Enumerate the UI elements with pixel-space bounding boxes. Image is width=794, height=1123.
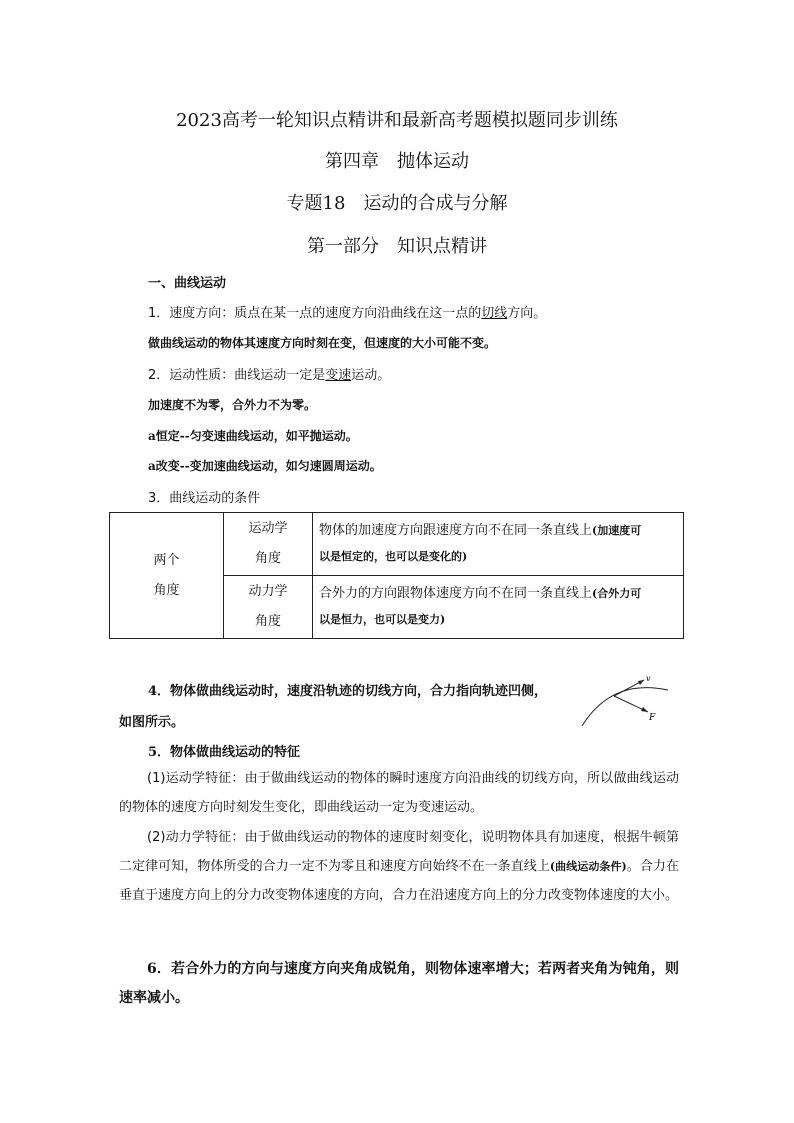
item-1-end: 方向。 — [507, 306, 547, 321]
item-2-underlined: 变速 — [325, 368, 352, 383]
paragraph-text: (1)运动学特征：由于做曲线运动的物体的瞬时速度方向沿曲线的切线方向，所以做曲线运动的物体的速度方向时刻发生变化，即曲线运动一定为变速运动。 — [119, 771, 679, 815]
point-6 — [119, 955, 679, 1013]
document-title: 2023高考一轮知识点精讲和最新高考题模拟题同步训练 — [176, 110, 618, 131]
item-3: 3．曲线运动的条件 — [148, 491, 261, 506]
table-cell-two-angles — [110, 513, 224, 639]
chapter-title: 第四章 抛体运动 — [325, 151, 469, 172]
table-cell-note: 以是恒定的，也可以是变化的) — [319, 550, 468, 563]
table-cell-text: 角度 — [254, 551, 281, 566]
item-2 — [148, 364, 708, 383]
table-cell-text: 合外力的方向跟物体速度方向不在同一条直线上 — [319, 586, 593, 601]
point-5-heading: 5．物体做曲线运动的特征 — [148, 745, 301, 760]
topic-title: 专题18 运动的合成与分解 — [286, 193, 508, 214]
table-cell-note: (合外力可 — [592, 587, 642, 600]
velocity-arrowhead — [638, 680, 644, 685]
paragraph-text: 。合力在垂直于速度方向上的分力改变物体速度的方向，合力在沿速度方向上的分力改变物体速度的大小。 — [119, 859, 679, 903]
table-cell-text: 物体的加速度方向跟速度方向不在同一条直线上 — [319, 523, 593, 538]
table-cell-kinematics — [224, 513, 313, 576]
table-cell-note: (加速度可 — [592, 524, 642, 537]
item-2-text: 2．运动性质：曲线运动一定是 — [148, 368, 326, 383]
section-heading: 一、曲线运动 — [148, 276, 227, 291]
point-4-line1: 4．物体做曲线运动时，速度沿轨迹的切线方向，合力指向轨迹凹侧， — [148, 684, 548, 699]
note-1: 做曲线运动的物体其速度方向时刻在变，但速度的大小可能不变。 — [148, 336, 497, 350]
table-cell-text: 角度 — [153, 582, 180, 598]
item-1-text: 1．速度方向：质点在某一点的速度方向沿曲线在这一点的 — [148, 306, 482, 321]
table-row — [110, 513, 684, 576]
table-cell-text: 角度 — [254, 614, 281, 629]
force-label: F — [649, 713, 656, 723]
note-2: 加速度不为零，合外力不为零。 — [148, 398, 317, 412]
conditions-table — [109, 512, 684, 639]
table-cell-text: 运动学 — [248, 521, 288, 536]
force-arrowhead — [641, 707, 648, 712]
table-cell-kinematics-desc — [313, 513, 684, 576]
item-1-underlined: 切线 — [481, 306, 508, 321]
table-cell-dynamics-desc — [313, 576, 684, 639]
curve-force-diagram — [576, 672, 676, 728]
table-cell-dynamics — [224, 576, 313, 639]
velocity-label: v — [646, 674, 651, 683]
part-title: 第一部分 知识点精讲 — [307, 236, 487, 257]
note-3: a恒定--匀变速曲线运动，如平抛运动。 — [148, 429, 358, 443]
paragraph-note: (曲线运动条件) — [549, 860, 627, 873]
point-5-dynamics — [119, 823, 679, 910]
paragraph-text: 6．若合外力的方向与速度方向夹角成锐角，则物体速率增大；若两者夹角为钝角，则速率减小。 — [119, 961, 679, 1006]
item-2-end: 运动。 — [351, 368, 391, 383]
note-4: a改变--变加速曲线运动，如匀速圆周运动。 — [148, 459, 382, 473]
table-cell-text: 动力学 — [248, 584, 288, 599]
table-cell-text: 两个 — [153, 552, 180, 568]
point-4-line2: 如图所示。 — [119, 715, 185, 730]
item-1 — [148, 302, 708, 321]
paragraph-text: (2)动力学特征：由于做曲线运动的物体的速度时刻变化，说明物体具有加速度，根据牛顿第二定律可知，物体所受的合力一定不为零且和速度方向始终不在一条直线上 — [119, 830, 679, 874]
point-5-kinematics — [119, 764, 679, 822]
table-cell-note: 以是恒力，也可以是变力) — [319, 613, 446, 626]
